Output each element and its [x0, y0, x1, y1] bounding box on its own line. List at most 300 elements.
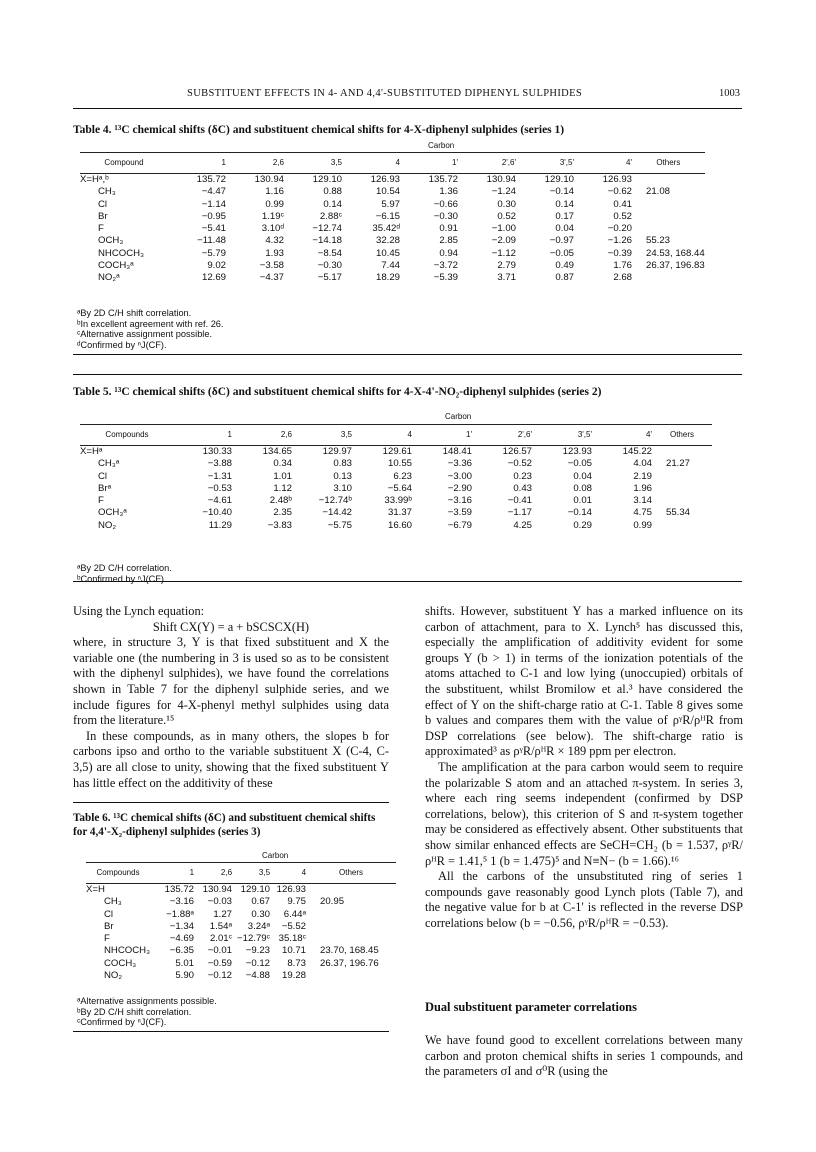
table-cell: −3.72: [433, 260, 458, 272]
table-cell: 1.01: [273, 470, 292, 482]
column-header: 4': [574, 153, 632, 174]
table-cell: 8.73: [287, 957, 307, 969]
table-cell: [652, 520, 712, 532]
table-cell: 26.37, 196.76: [320, 957, 379, 969]
table-cell: −0.41: [507, 495, 532, 507]
table-cell: −6.15: [375, 210, 400, 222]
table-cell: 0.29: [573, 519, 592, 531]
table-cell: [632, 223, 705, 235]
table-cell: −3.16: [169, 896, 195, 908]
table-cell: 9.02: [207, 260, 226, 272]
column-header: 2,6: [226, 153, 284, 174]
table-cell: −1.26: [607, 235, 632, 247]
table-cell: −2.90: [447, 482, 472, 494]
table4-footnote: ᵃBy 2D C/H shift correlation.: [77, 308, 192, 318]
table-cell: −5.64: [387, 482, 412, 494]
table-row: [80, 495, 712, 507]
table6-footnote: ᵇBy 2D C/H shift correlation.: [77, 1006, 192, 1017]
table-cell: −1.00: [491, 223, 516, 235]
paragraph: where, in structure 3, Y is that fixed substituent and X the variable one (the numbering in 3 is used so as to be consistent with the diphenyl sulphides), we have found the correlations shown in Table 7 for the diphenyl sulphide series, and we include figures for 4-X-phenyl methyl sulphides using data from the literature.¹⁵: [73, 635, 389, 728]
table5-bottom-rule: [73, 581, 742, 582]
table-cell: 0.99: [265, 198, 284, 210]
row-label: CH₃: [98, 186, 116, 198]
table-cell: −3.00: [447, 470, 472, 482]
table-cell: −4.37: [259, 272, 284, 284]
row-label: X=Hᵃ,ᵇ: [80, 174, 109, 185]
table-cell: 2.68: [613, 272, 632, 284]
table-row: [80, 446, 712, 459]
row-label: Cl: [98, 470, 108, 482]
table-cell: −1.12: [491, 247, 516, 259]
column-header: 2',6': [458, 153, 516, 174]
table-cell: 32.28: [375, 235, 400, 247]
table-cell: 0.91: [439, 223, 458, 235]
table-cell: 19.28: [282, 970, 307, 982]
table-cell: 0.67: [251, 896, 271, 908]
table-cell: −4.47: [201, 186, 226, 198]
table-row: [86, 958, 396, 970]
table-cell: 10.55: [387, 458, 412, 470]
table-cell: −5.17: [317, 272, 342, 284]
table-cell: 9.75: [287, 896, 307, 908]
table4-footnotes: [77, 308, 223, 350]
table-cell: 35.18ᶜ: [278, 933, 307, 945]
column-header: 1: [168, 153, 226, 174]
table-row: [80, 248, 705, 260]
table-cell: 135.72: [196, 174, 226, 185]
table-cell: 23.70, 168.45: [320, 945, 379, 957]
table-row: [86, 896, 396, 908]
paragraph: We have found good to excellent correlations between many carbon and proton chemical shifts in series 1 compounds, and the parameters σI and σ⁰R (using the: [425, 1033, 743, 1079]
table-cell: 135.72: [428, 174, 458, 185]
table-cell: 129.61: [382, 446, 412, 457]
table6-footnote: ᶜConfirmed by ⁿJ(CF).: [77, 1017, 167, 1027]
column-header: 4: [270, 863, 306, 884]
table-cell: [632, 199, 705, 211]
table-cell: 0.52: [613, 210, 632, 222]
row-label: Br: [104, 920, 114, 932]
row-label: Br: [98, 210, 108, 222]
table-cell: 5.90: [175, 970, 195, 982]
table-header-row: [80, 425, 712, 446]
table-cell: 21.08: [646, 186, 671, 198]
table-cell: 148.41: [442, 446, 472, 457]
column-header: Others: [306, 863, 396, 884]
table-cell: 0.52: [497, 210, 516, 222]
table-cell: 134.65: [262, 446, 292, 457]
table-cell: 55.23: [646, 235, 671, 247]
table-cell: −3.16: [447, 495, 472, 507]
table-cell: −9.23: [245, 945, 271, 957]
table-row: [80, 520, 712, 532]
table-cell: [306, 909, 396, 921]
row-label: NO₂ᵃ: [98, 272, 120, 284]
table-cell: −3.88: [207, 458, 232, 470]
row-label: OCH₃ᵃ: [98, 507, 127, 519]
table5-footnote: ᵇConfirmed by ⁿJ(CF).: [77, 573, 167, 584]
table-cell: −4.69: [169, 933, 195, 945]
table-cell: 3.10ᵈ: [261, 223, 284, 235]
table-cell: 4.25: [513, 519, 532, 531]
table-cell: −0.53: [207, 482, 232, 494]
table-cell: [652, 483, 712, 495]
table-cell: 2.48ᵇ: [269, 495, 292, 507]
column-header: 3,5: [232, 863, 270, 884]
right-column-text: [425, 604, 743, 931]
table-cell: −0.52: [507, 458, 532, 470]
table6-footnotes: [77, 996, 217, 1028]
lynch-equation: Shift CX(Y) = a + bSCSCX(H): [152, 619, 310, 634]
table-cell: 1.36: [439, 186, 458, 198]
table-cell: −0.01: [207, 945, 233, 957]
table-cell: 7.44: [381, 260, 400, 272]
table-row: [80, 223, 705, 235]
table-row: [80, 174, 705, 187]
table-cell: 0.17: [555, 210, 574, 222]
table4: [80, 152, 705, 285]
table-cell: −1.17: [507, 507, 532, 519]
table-cell: −0.05: [567, 458, 592, 470]
row-label: CH₃: [104, 896, 122, 908]
table-cell: 1.12: [273, 482, 292, 494]
table-cell: 20.95: [320, 896, 345, 908]
table-cell: 126.93: [276, 884, 307, 895]
table6-caption: Table 6. ¹³C chemical shifts (δC) and substituent chemical shifts for 4,4'-X₂-diphenyl sulphides (series 3): [73, 812, 376, 838]
table-cell: −0.03: [207, 896, 233, 908]
table-cell: 1.27: [213, 908, 233, 920]
left-column-text: [73, 604, 389, 791]
table5: [80, 424, 712, 532]
table-cell: 130.94: [202, 884, 233, 895]
row-label: CH₃ᵃ: [98, 458, 120, 470]
table-cell: 0.08: [573, 482, 592, 494]
table4-footnote: ᶜAlternative assignment possible.: [77, 329, 213, 339]
table-cell: −0.30: [433, 210, 458, 222]
table-cell: −3.36: [447, 458, 472, 470]
table-cell: −3.58: [259, 260, 284, 272]
table4-footnote: ᵈConfirmed by ⁿJ(CF).: [77, 339, 167, 350]
table-cell: 11.29: [208, 519, 232, 531]
table-cell: 129.10: [544, 174, 574, 185]
table-cell: 31.37: [387, 507, 412, 519]
table-cell: −1.31: [207, 470, 232, 482]
table-row: [86, 921, 396, 933]
table-cell: −0.20: [607, 223, 632, 235]
table-cell: 1.54ᵃ: [209, 920, 233, 932]
table-cell: −1.34: [169, 920, 195, 932]
table-cell: [652, 495, 712, 507]
table-cell: −1.14: [201, 198, 226, 210]
table-row: [86, 933, 396, 945]
table-cell: −5.75: [327, 519, 352, 531]
table-cell: 10.54: [375, 186, 400, 198]
table-row: [80, 507, 712, 519]
table-cell: [652, 446, 712, 459]
table-cell: 3.10: [333, 482, 352, 494]
row-label: Cl: [98, 198, 108, 210]
table-header-row: [80, 153, 705, 174]
table-cell: 2.88ᶜ: [319, 210, 342, 222]
column-header: 2,6: [232, 425, 292, 446]
table-cell: −1.24: [491, 186, 516, 198]
table6-top-rule: [73, 802, 389, 803]
table-cell: 3.71: [497, 272, 516, 284]
table-cell: −4.61: [207, 495, 232, 507]
table-cell: 10.45: [375, 247, 400, 259]
column-header: 4: [352, 425, 412, 446]
table-cell: 16.60: [387, 519, 412, 531]
column-header: 2,6: [194, 863, 232, 884]
paragraph: In these compounds, as in many others, the slopes b for carbons ipso and ortho to the variable substituent X (C-4, C-3,5) are all close to unity, showing that the fixed substituent Y has little effect on the additivity of these: [73, 728, 389, 790]
table-cell: 6.23: [393, 470, 412, 482]
table-cell: −0.62: [607, 186, 632, 198]
table-cell: 3.24ᵃ: [247, 920, 271, 932]
table-cell: [632, 211, 705, 223]
table-cell: −11.48: [197, 235, 226, 247]
column-header: 1': [412, 425, 472, 446]
table-cell: −3.83: [267, 519, 292, 531]
table-cell: 130.94: [254, 174, 284, 185]
table-cell: 12.69: [201, 272, 226, 284]
table-cell: −0.30: [317, 260, 342, 272]
table-cell: 2.79: [497, 260, 516, 272]
table-header-row: [86, 863, 396, 884]
table-cell: 0.30: [251, 908, 271, 920]
paragraph: Using the Lynch equation:: [73, 604, 205, 618]
table-cell: [306, 884, 396, 897]
table-cell: 26.37, 196.83: [646, 260, 705, 272]
table-cell: −0.05: [549, 247, 574, 259]
table-cell: 10.71: [282, 945, 307, 957]
table-cell: 0.99: [633, 519, 652, 531]
table-cell: −3.59: [447, 507, 472, 519]
column-header: Others: [652, 425, 712, 446]
table-cell: 0.49: [555, 260, 574, 272]
table-cell: 5.01: [175, 957, 195, 969]
right-column-text-continued: [425, 1033, 743, 1080]
row-label: NHCOCH₃: [98, 247, 145, 259]
table-cell: [652, 471, 712, 483]
table-cell: 33.99ᵇ: [384, 495, 412, 507]
table-cell: 21.27: [666, 458, 691, 470]
table-cell: 0.87: [555, 272, 574, 284]
table-cell: [306, 921, 396, 933]
table4-carbon-label: Carbon: [428, 141, 455, 150]
column-header: Compound: [80, 153, 168, 174]
section-heading: Dual substituent parameter correlations: [425, 1000, 637, 1014]
table6-bottom-rule: [73, 1031, 389, 1032]
table-cell: 129.97: [322, 446, 352, 457]
table-cell: −8.54: [317, 247, 342, 259]
table-cell: 1.19ᶜ: [261, 210, 284, 222]
table-cell: 2.35: [273, 507, 292, 519]
table6-footnote: ᵃAlternative assignments possible.: [77, 996, 217, 1006]
page-number: 1003: [719, 88, 740, 99]
table-cell: −5.52: [281, 920, 307, 932]
table-cell: 0.41: [613, 198, 632, 210]
column-header: 3',5': [532, 425, 592, 446]
column-header: 3,5: [292, 425, 352, 446]
table-cell: 0.23: [513, 470, 532, 482]
table-cell: 4.32: [265, 235, 284, 247]
column-header: Others: [632, 153, 705, 174]
table-cell: 0.13: [333, 470, 352, 482]
table-cell: −4.88: [245, 970, 271, 982]
column-header: 1': [400, 153, 458, 174]
table-row: [80, 458, 712, 470]
table-cell: −0.66: [433, 198, 458, 210]
table-cell: 130.33: [202, 446, 232, 457]
table-cell: 0.94: [439, 247, 458, 259]
table-row: [80, 471, 712, 483]
row-label: X=Hᵃ: [80, 446, 103, 457]
table-cell: 35.42ᵈ: [372, 223, 400, 235]
table5-footnote: ᵃBy 2D C/H correlation.: [77, 563, 172, 573]
table-cell: −5.79: [201, 247, 226, 259]
table-cell: [632, 272, 705, 284]
table-cell: 126.93: [370, 174, 400, 185]
row-label: X=H: [86, 884, 105, 895]
table-cell: −14.42: [322, 507, 352, 519]
table-cell: 126.57: [502, 446, 532, 457]
table-cell: 129.10: [240, 884, 271, 895]
table-cell: −0.14: [567, 507, 592, 519]
table-cell: 0.14: [555, 198, 574, 210]
table-row: [80, 199, 705, 211]
table4-bottom-rule: [73, 354, 742, 355]
table-cell: 3.14: [633, 495, 652, 507]
row-label: F: [98, 223, 104, 235]
table-cell: 2.01ᶜ: [209, 933, 233, 945]
table-cell: 0.43: [513, 482, 532, 494]
table5-carbon-label: Carbon: [445, 412, 472, 421]
paragraph: All the carbons of the unsubstituted ring of series 1 compounds gave reasonably good Lynch plots (Table 7), and the negative value for b at C-1' is reflected in the reverse DSP correlations below (b = −0.56, ρᵞR/ρᴴR = −0.53).: [425, 869, 743, 930]
table-cell: −5.39: [433, 272, 458, 284]
row-label: COCH₃: [104, 957, 137, 969]
header-rule: [73, 108, 742, 109]
row-label: NHCOCH₃: [104, 945, 151, 957]
table-row: [86, 945, 396, 957]
column-header: 1: [174, 425, 232, 446]
table-row: [80, 211, 705, 223]
table-row: [86, 884, 396, 897]
table-cell: 1.16: [265, 186, 284, 198]
table-cell: 0.14: [323, 198, 342, 210]
row-label: F: [104, 933, 110, 945]
table-cell: −0.97: [549, 235, 574, 247]
column-header: 1: [150, 863, 194, 884]
table-cell: −0.95: [201, 210, 226, 222]
column-header: 2',6': [472, 425, 532, 446]
table-cell: 55.34: [666, 507, 691, 519]
table6: [86, 862, 396, 982]
table-cell: 18.29: [375, 272, 400, 284]
table-cell: −0.12: [207, 970, 233, 982]
table-cell: 4.04: [633, 458, 652, 470]
table-cell: −0.59: [207, 957, 233, 969]
running-head-title: SUBSTITUENT EFFECTS IN 4- AND 4,4'-SUBSTITUTED DIPHENYL SULPHIDES: [187, 88, 583, 99]
table-cell: 0.01: [573, 495, 592, 507]
table-row: [80, 235, 705, 247]
table-cell: −0.39: [607, 247, 632, 259]
table-cell: 123.93: [562, 446, 592, 457]
table-cell: −6.79: [447, 519, 472, 531]
table6-carbon-label: Carbon: [262, 851, 289, 860]
table4-caption: Table 4. ¹³C chemical shifts (δC) and substituent chemical shifts for 4-X-diphenyl sulphides (series 1): [73, 124, 565, 136]
row-label: Brᵃ: [98, 482, 112, 494]
table-cell: −0.14: [549, 186, 574, 198]
table-cell: 126.93: [602, 174, 632, 185]
table-cell: 5.97: [381, 198, 400, 210]
table-cell: −12.79ᶜ: [237, 933, 271, 945]
table-cell: 6.44ᵃ: [283, 908, 307, 920]
table-cell: 135.72: [164, 884, 195, 895]
column-header: Compounds: [80, 425, 174, 446]
row-label: COCH₃ᵃ: [98, 260, 134, 272]
table-cell: 0.30: [497, 198, 516, 210]
table-cell: 1.93: [265, 247, 284, 259]
table-cell: −0.12: [245, 957, 271, 969]
table-row: [80, 483, 712, 495]
table-cell: −2.09: [491, 235, 516, 247]
table-row: [86, 909, 396, 921]
row-label: NO₂: [104, 970, 123, 982]
table-cell: 0.83: [333, 458, 352, 470]
table-cell: −12.74: [312, 223, 342, 235]
table-cell: 0.88: [323, 186, 342, 198]
row-label: F: [98, 495, 104, 507]
table-cell: −1.88ᵃ: [166, 908, 195, 920]
table-cell: 4.75: [633, 507, 652, 519]
table-cell: 1.96: [633, 482, 652, 494]
row-label: Cl: [104, 908, 114, 920]
table-cell: 0.04: [555, 223, 574, 235]
table-cell: [306, 933, 396, 945]
table-cell: 129.10: [312, 174, 342, 185]
table-cell: 2.85: [439, 235, 458, 247]
table-cell: −14.18: [312, 235, 342, 247]
column-header: 4': [592, 425, 652, 446]
table-cell: [632, 174, 705, 187]
table-cell: −5.41: [201, 223, 226, 235]
table-cell: 130.94: [486, 174, 516, 185]
paragraph: The amplification at the para carbon would seem to require the polarizable S atom and an attached π-system. In series 3, where each ring seems independent (confirmed by DSP correlations, below), this criterion of S and π-system together may be considered as effectively absent. Other substituents that show similar enhanced effects are SeCH=CH₂ (b = 1.537, ρᵞR/ρᴴR = 1.41,⁵ 1 (b = 1.475)⁵ and N≡N− (b = 1.66).¹⁶: [425, 759, 743, 868]
table-row: [80, 260, 705, 272]
table-cell: 145.22: [622, 446, 652, 457]
column-header: 4: [342, 153, 400, 174]
table-row: [80, 272, 705, 284]
table5-top-rule: [73, 374, 742, 375]
table-cell: 0.34: [273, 458, 292, 470]
table-row: [86, 970, 396, 982]
paragraph: shifts. However, substituent Y has a marked influence on its carbon of attachment, para to X. Lynch⁵ has discussed this, especially the amplification of additivity evident for some groups Y (b > 1) in terms of the ionization potentials of the atoms attached to C-1 and low lying (unoccupied) orbitals of the substituent, whilst Bromilow et al.³ have considered the effect of Y on the shift-charge ratio at C-1. Table 8 gives some b values and compares them with the value of ρᵞR/ρᴴR from DSP correlations (see below). The shift-charge ratio is approximated³ as ρᵞR/ρᴴR × 189 ppm per electron.: [425, 604, 743, 759]
column-header: 3,5: [284, 153, 342, 174]
column-header: 3',5': [516, 153, 574, 174]
column-header: Compounds: [86, 863, 150, 884]
table4-footnote: ᵇIn excellent agreement with ref. 26.: [77, 318, 224, 329]
table-cell: 2.19: [633, 470, 652, 482]
table-cell: −6.35: [169, 945, 195, 957]
table-cell: 24.53, 168.44: [646, 247, 705, 259]
table-cell: [306, 970, 396, 982]
row-label: OCH₃: [98, 235, 124, 247]
table5-caption: Table 5. ¹³C chemical shifts (δC) and substituent chemical shifts for 4-X-4'-NO₂-diphenyl sulphides (series 2): [73, 386, 602, 398]
table-row: [80, 186, 705, 198]
table-cell: −12.74ᵇ: [318, 495, 352, 507]
row-label: NO₂: [98, 519, 117, 531]
table-cell: 1.76: [613, 260, 632, 272]
table-cell: 0.04: [573, 470, 592, 482]
